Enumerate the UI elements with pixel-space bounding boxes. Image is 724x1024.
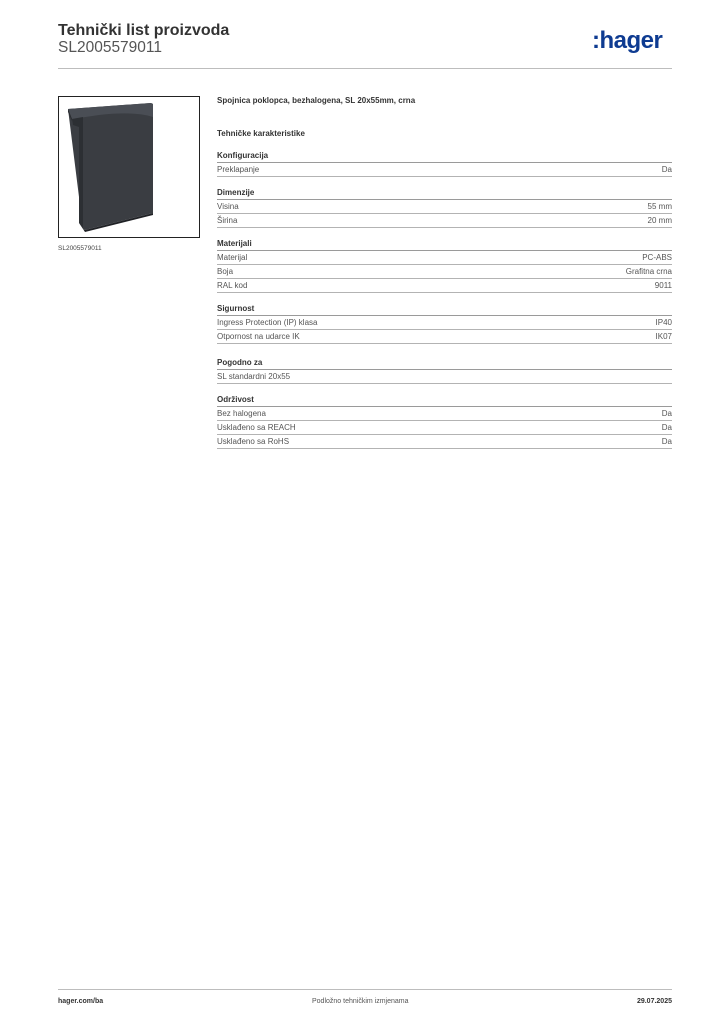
hager-logo-graphic bbox=[592, 28, 672, 54]
footer-website[interactable]: hager.com/ba bbox=[58, 998, 104, 1005]
spec-value: Da bbox=[661, 423, 672, 432]
spec-row bbox=[217, 330, 672, 344]
svg-text::hager: :hager bbox=[592, 28, 663, 54]
spec-group bbox=[217, 394, 672, 449]
spec-groups bbox=[217, 150, 672, 449]
spec-value: Da bbox=[661, 409, 672, 418]
spec-row bbox=[217, 435, 672, 449]
spec-row bbox=[217, 200, 672, 214]
spec-label: Preklapanje bbox=[217, 165, 260, 174]
product-image bbox=[58, 96, 200, 238]
spec-group bbox=[217, 187, 672, 228]
spec-label: SL standardni 20x55 bbox=[217, 372, 291, 381]
spec-value: IP40 bbox=[655, 318, 672, 327]
spec-value: IK07 bbox=[655, 332, 672, 341]
spec-label: Boja bbox=[217, 267, 234, 276]
spec-value: PC-ABS bbox=[642, 253, 672, 262]
footer-date: 29.07.2025 bbox=[636, 998, 672, 1005]
spec-label: Usklađeno sa REACH bbox=[217, 423, 296, 432]
spec-row bbox=[217, 214, 672, 228]
spec-label: Materijal bbox=[217, 253, 248, 262]
spec-row bbox=[217, 265, 672, 279]
cover-connector-illustration bbox=[59, 97, 199, 237]
spec-group-title: Materijali bbox=[217, 238, 672, 251]
spec-group-title: Održivost bbox=[217, 394, 672, 407]
spec-row bbox=[217, 316, 672, 330]
product-description: Spojnica poklopca, bezhalogena, SL 20x55mm, crna bbox=[217, 96, 416, 105]
spec-value: 9011 bbox=[654, 281, 672, 290]
spec-label: RAL kod bbox=[217, 281, 248, 290]
spec-row bbox=[217, 163, 672, 177]
spec-row bbox=[217, 370, 672, 384]
spec-value: Grafitna crna bbox=[625, 267, 672, 276]
spec-label: Usklađeno sa RoHS bbox=[217, 437, 290, 446]
footer-divider bbox=[58, 989, 672, 990]
spec-group bbox=[217, 238, 672, 293]
spec-group-title: Dimenzije bbox=[217, 187, 672, 200]
header-divider bbox=[58, 68, 672, 69]
spec-row bbox=[217, 421, 672, 435]
spec-group bbox=[217, 303, 672, 344]
spec-label: Širina bbox=[217, 216, 238, 225]
tech-characteristics-title: Tehničke karakteristike bbox=[217, 129, 305, 138]
spec-value: Da bbox=[661, 437, 672, 446]
document-title: Tehnički list proizvoda bbox=[58, 22, 230, 39]
spec-label: Visina bbox=[217, 202, 239, 211]
spec-label: Ingress Protection (IP) klasa bbox=[217, 318, 318, 327]
spec-row bbox=[217, 279, 672, 293]
spec-label: Otpornost na udarce IK bbox=[217, 332, 300, 341]
specification-content bbox=[217, 96, 672, 459]
spec-group-title: Pogodno za bbox=[217, 357, 672, 370]
image-caption: SL2005579011 bbox=[58, 245, 102, 252]
hager-logo bbox=[592, 28, 672, 54]
spec-group-title: Konfiguracija bbox=[217, 150, 672, 163]
spec-value: Da bbox=[661, 165, 672, 174]
spec-value: 20 mm bbox=[647, 216, 672, 225]
product-code: SL2005579011 bbox=[58, 39, 163, 56]
spec-group-title: Sigurnost bbox=[217, 303, 672, 316]
spec-row bbox=[217, 407, 672, 421]
spec-group bbox=[217, 150, 672, 177]
spec-value: 55 mm bbox=[647, 202, 672, 211]
footer-note: Podložno tehničkim izmjenama bbox=[312, 998, 409, 1005]
spec-group bbox=[217, 357, 672, 384]
spec-row bbox=[217, 251, 672, 265]
spec-label: Bez halogena bbox=[217, 409, 266, 418]
